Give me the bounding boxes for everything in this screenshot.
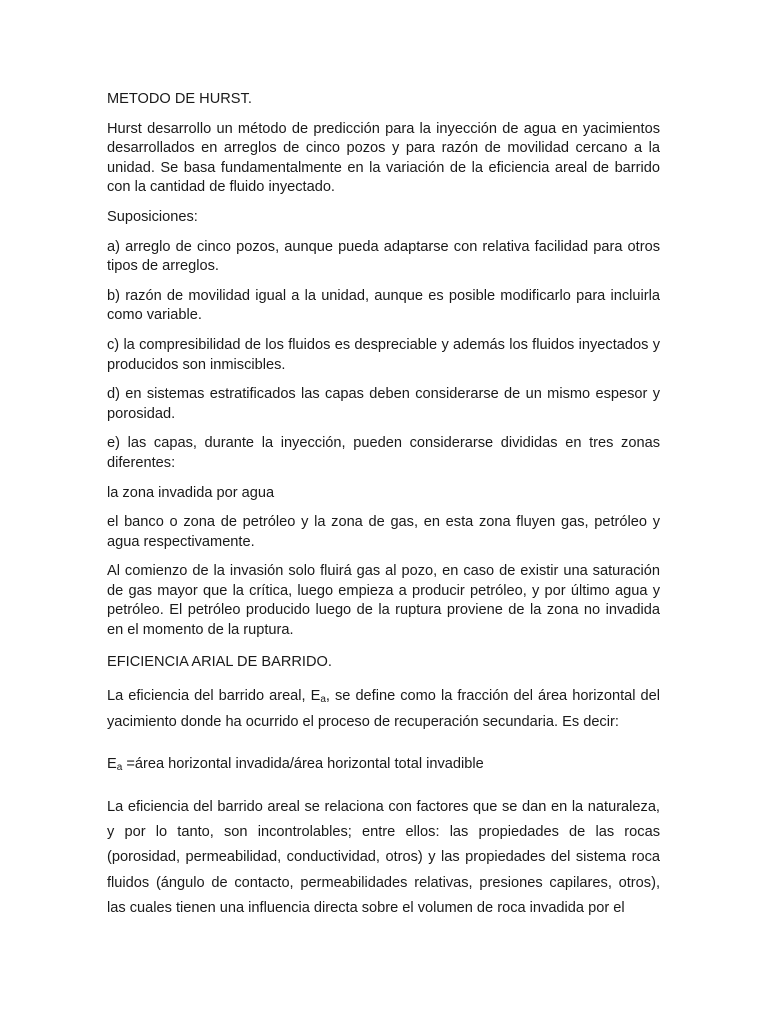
assumption-b: b) razón de movilidad igual a la unidad, aunque es posible modificarlo para incluirla como variable. [107,287,660,324]
assumption-a: a) arreglo de cinco pozos, aunque pueda adaptarse con relativa facilidad para otros tipos de arreglos. [107,238,660,275]
document-page [107,90,660,922]
formula-line [107,755,660,775]
assumptions-heading: Suposiciones: [107,208,198,225]
definition-paragraph [107,684,660,735]
zone-oil-gas: el banco o zona de petróleo y la zona de gas, en esta zona fluyen gas, petróleo y agua respectivamente. [107,514,660,550]
formula-subscript: a [116,762,123,774]
factors-paragraph: La eficiencia del barrido areal se relaciona con factores que se dan en la naturaleza, y por lo tanto, son incontrolables; entre ellos: las propiedades de las rocas (porosidad, permeabilidad, conductividad, otros) y las propiedades del sistema roca fluidos (ángulo de contacto, permeabilidades relativas, presiones capilares, otros), las cuales tienen una influencia directa sobre el volumen de roca invadida por el [107,798,660,917]
definition-subscript: a [320,694,326,706]
assumption-c: c) la compresibilidad de los fluidos es despreciable y además los fluidos inyectados y producidos son inmiscibles. [107,336,660,373]
formula-symbol: E [107,756,117,773]
formula-text: =área horizontal invadida/área horizontal total invadible [122,756,484,773]
section-title-eficiencia: EFICIENCIA ARIAL DE BARRIDO. [107,653,332,670]
assumption-e: e) las capas, durante la inyección, pueden considerarse divididas en tres zonas diferentes: [107,435,660,471]
invasion-paragraph: Al comienzo de la invasión solo fluirá gas al pozo, en caso de existir una saturación de gas mayor que la crítica, luego empieza a producir petróleo, y por último agua y petróleo. El petróleo producido luego de la ruptura proviene de la zona no invadida en el momento de la ruptura. [107,563,660,639]
definition-text-end: , se define como la fracción del área horizontal del yacimiento donde ha ocurrido el proceso de recuperación secundaria. Es decir: [107,688,660,730]
doc-title: METODO DE HURST. [107,91,252,107]
definition-text-start: La eficiencia del barrido areal, E [107,688,321,705]
intro-paragraph: Hurst desarrollo un método de predicción para la inyección de agua en yacimientos desarrollados en arreglos de cinco pozos y para razón de movilidad cercano a la unidad. Se basa fundamentalmente en la variación de la eficiencia areal de barrido con la cantidad de fluido inyectado. [107,120,660,196]
assumption-d: d) en sistemas estratificados las capas deben considerarse de un mismo espesor y porosidad. [107,386,660,422]
zone-invaded: la zona invadida por agua [107,484,275,501]
